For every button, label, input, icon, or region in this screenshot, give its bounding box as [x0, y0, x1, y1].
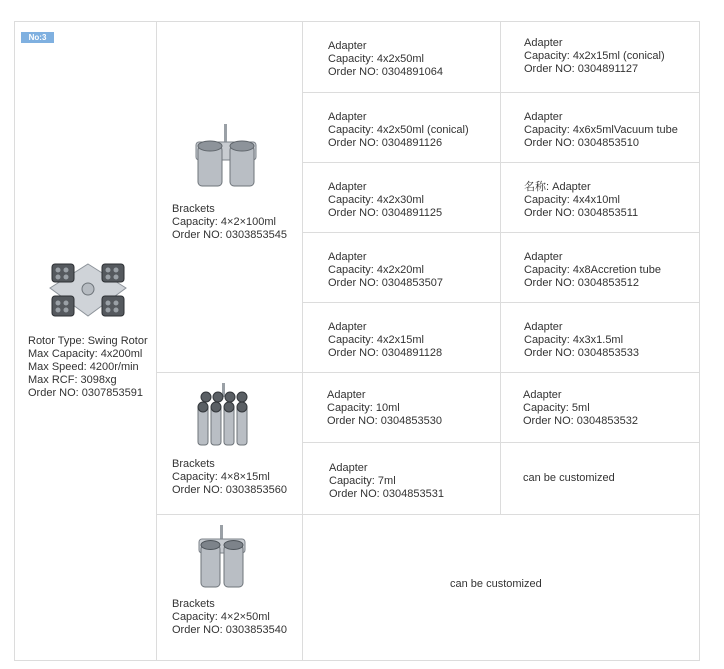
bracket-3-specs [172, 598, 287, 637]
adapter-title: Adapter [523, 389, 562, 401]
adapter-title: Adapter [328, 40, 367, 52]
adapter-entry [327, 389, 442, 428]
adapter-entry [328, 181, 442, 220]
bracket-order-no: Order NO: 0303853560 [172, 484, 287, 496]
adapter-capacity: Capacity: 4x3x1.5ml [524, 334, 624, 346]
adapter-entry [524, 251, 661, 290]
bracket-title: Brackets [172, 598, 215, 610]
adapter-capacity: Capacity: 10ml [327, 402, 400, 414]
adapter-capacity: Capacity: 4x8Accretion tube [524, 264, 661, 276]
adapter-entry [524, 321, 639, 360]
item-number-badge: No:3 [21, 32, 54, 43]
adapter-order-no: Order NO: 0304891128 [328, 347, 443, 359]
adapter-entry [524, 181, 638, 220]
bracket-1-specs [172, 203, 287, 242]
adapter-order-no: Order NO: 0304853531 [329, 488, 444, 500]
rotor-max-rcf: Max RCF: 3098xg [28, 374, 117, 386]
adapter-entry [329, 462, 444, 501]
adapter-title: Adapter [327, 389, 366, 401]
adapter-title: 名称: Adapter [524, 181, 591, 193]
adapter-capacity: Capacity: 4x2x50ml (conical) [328, 124, 469, 136]
adapter-title: Adapter [328, 321, 367, 333]
adapter-title: Adapter [328, 251, 367, 263]
adapter-entry [328, 251, 443, 290]
adapter-order-no: Order NO: 0304853511 [524, 207, 639, 219]
rotor-max-capacity: Max Capacity: 4x200ml [28, 348, 143, 360]
adapter-title: Adapter [524, 321, 563, 333]
adapter-title: Adapter [328, 181, 367, 193]
adapter-order-no: Order NO: 0304853507 [328, 277, 443, 289]
adapter-order-no: Order NO: 0304853532 [523, 415, 638, 427]
adapter-title: Adapter [329, 462, 368, 474]
bracket-capacity: Capacity: 4×2×100ml [172, 216, 276, 228]
adapter-order-no: Order NO: 0304891127 [524, 63, 639, 75]
adapter-capacity: Capacity: 4x2x15ml [328, 334, 424, 346]
adapter-entry [524, 111, 678, 150]
bracket-title: Brackets [172, 458, 215, 470]
rotor-max-speed: Max Speed: 4200r/min [28, 361, 139, 373]
adapter-entry [524, 37, 665, 76]
bracket-capacity: Capacity: 4×2×50ml [172, 611, 270, 623]
adapter-order-no: Order NO: 0304891126 [328, 137, 443, 149]
adapter-entry [328, 40, 443, 79]
customized-note: can be customized [523, 472, 615, 484]
bracket-capacity: Capacity: 4×8×15ml [172, 471, 270, 483]
adapter-capacity: Capacity: 4x2x30ml [328, 194, 424, 206]
adapter-capacity: Capacity: 4x2x20ml [328, 264, 424, 276]
bracket-2x100ml-image [190, 122, 262, 192]
adapter-capacity: Capacity: 7ml [329, 475, 396, 487]
adapter-capacity: Capacity: 4x2x15ml (conical) [524, 50, 665, 62]
adapter-order-no: Order NO: 0304891125 [328, 207, 443, 219]
adapter-order-no: Order NO: 0304853533 [524, 347, 639, 359]
rotor-order-no: Order NO: 0307853591 [28, 387, 143, 399]
rotor-specs [28, 335, 148, 400]
adapter-order-no: Order NO: 0304891064 [328, 66, 443, 78]
bracket-2x50ml-image [196, 525, 248, 591]
adapter-entry [328, 321, 442, 360]
bracket-cell-1 [157, 21, 303, 373]
customized-note-wide: can be customized [450, 578, 542, 590]
bracket-title: Brackets [172, 203, 215, 215]
adapter-title: Adapter [328, 111, 367, 123]
adapter-title: Adapter [524, 37, 563, 49]
adapter-capacity: Capacity: 4x4x10ml [524, 194, 620, 206]
adapter-capacity: Capacity: 4x2x50ml [328, 53, 424, 65]
adapter-entry [523, 389, 638, 428]
adapter-capacity: Capacity: 5ml [523, 402, 590, 414]
adapter-title: Adapter [524, 251, 563, 263]
bracket-order-no: Order NO: 0303853540 [172, 624, 287, 636]
rotor-type: Rotor Type: Swing Rotor [28, 335, 148, 347]
adapter-capacity: Capacity: 4x6x5mlVacuum tube [524, 124, 678, 136]
adapter-order-no: Order NO: 0304853512 [524, 277, 639, 289]
adapter-entry [328, 111, 469, 150]
bracket-8x15ml-image [194, 383, 254, 449]
adapter-order-no: Order NO: 0304853530 [327, 415, 442, 427]
swing-rotor-image [46, 258, 130, 324]
bracket-order-no: Order NO: 0303853545 [172, 229, 287, 241]
adapter-title: Adapter [524, 111, 563, 123]
bracket-2-specs [172, 458, 287, 497]
adapter-order-no: Order NO: 0304853510 [524, 137, 639, 149]
